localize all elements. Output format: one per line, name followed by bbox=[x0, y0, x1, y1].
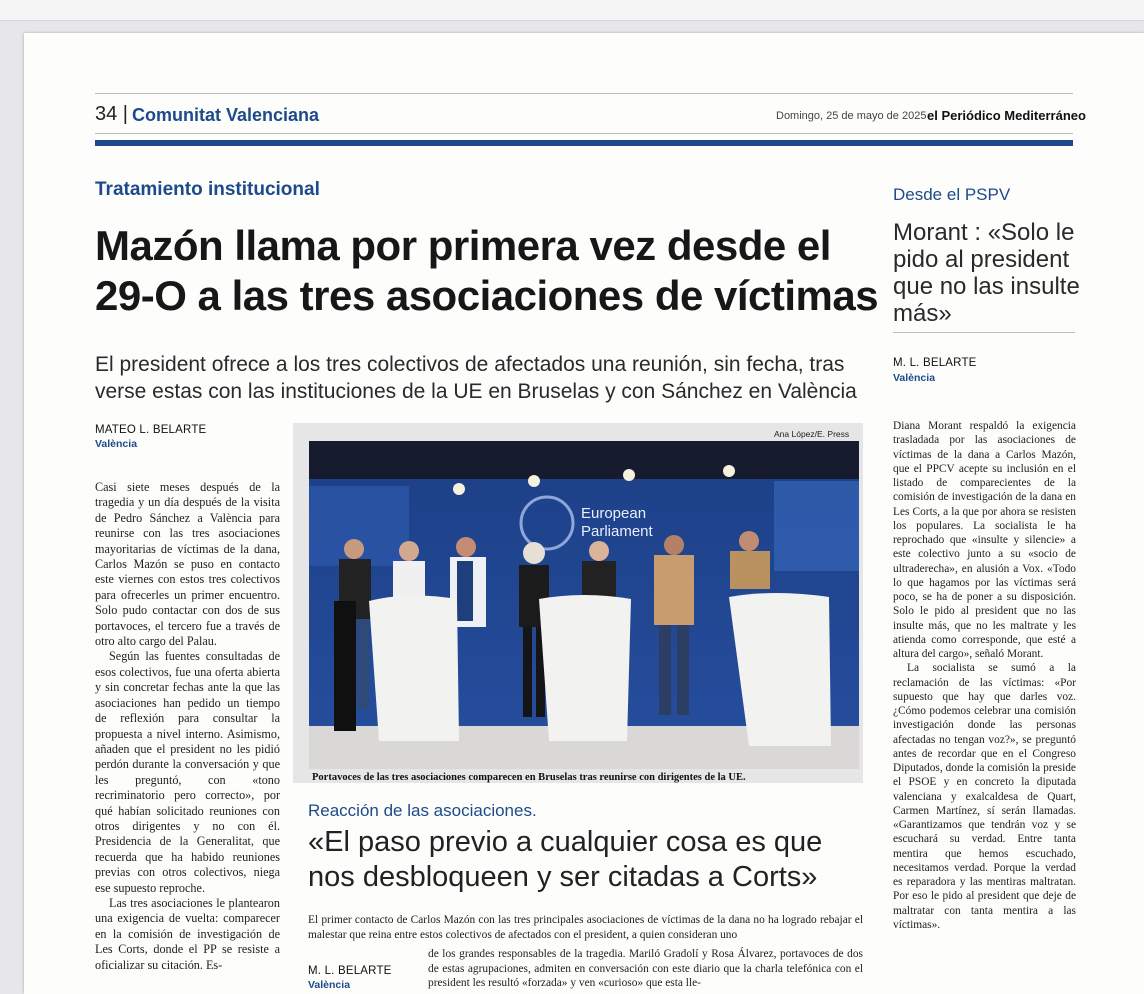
reaction-author: M. L. BELARTE bbox=[308, 965, 392, 977]
reaction-kicker: Reacción de las asociaciones. bbox=[308, 801, 537, 820]
section-name: Comunitat Valenciana bbox=[132, 105, 320, 125]
lecterns bbox=[334, 593, 831, 746]
issue-date: Domingo, 25 de mayo de 2025 bbox=[776, 110, 927, 122]
page-number: 34 | bbox=[95, 103, 128, 125]
sidebar-divider bbox=[893, 332, 1075, 333]
photo-credit: Ana López/E. Press bbox=[774, 429, 850, 439]
header-bottom-rule bbox=[95, 133, 1073, 134]
reaction-quote: «El paso previo a cualquier cosa es que nos desbloqueen y ser citadas a Corts» bbox=[308, 826, 823, 893]
article-body bbox=[95, 480, 280, 973]
backdrop-text: European bbox=[581, 505, 647, 522]
sidebar-paragraph: Diana Morant respaldó la exigencia trasladada por las asociaciones de víctimas de la dana a Carlos Mazón, que el PPCV acepte su inclusión en el listado de comparecientes de la comisión de investigación de la dana en Les Corts, a la que por ahora se resisten los populares. La socialista le ha reprochado que «insulte y silencie» a este colectivo junto a su «socio de ultraderecha», en alusión a Vox. «Todo lo que hagamos por las víctimas será poco, se ha de poner a su disposición. Solo le pido al president que no las insulte más, que no les maltrate y les atienda como corresponde, que esté a altura del cargo», señaló Morant. bbox=[893, 420, 1076, 660]
reaction-lead: El primer contacto de Carlos Mazón con las tres principales asociaciones de víctimas de la dana no ha logrado rebajar el malestar que reina entre estos colectivos de afectados con el president, a quien consideran uno bbox=[308, 914, 863, 941]
newspaper-name: el Periódico Mediterráneo bbox=[927, 108, 1086, 123]
article-headline: Mazón llama por primera vez desde el 29-O a las tres asociaciones de víctimas bbox=[95, 222, 879, 319]
reaction-continuation: de los grandes responsables de la tragedia. Mariló Gradolí y Rosa Álvarez, portavoces de dos de estas agrupaciones, admiten en conversación con este diario que la charla telefónica con el president les resultó «forzada» y ven «curioso» que esta lle- bbox=[428, 948, 863, 989]
sidebar-author: M. L. BELARTE bbox=[893, 357, 977, 369]
sidebar-kicker: Desde el PSPV bbox=[893, 185, 1011, 204]
article-paragraph: Casi siete meses después de la tragedia y un día después de la visita de Pedro Sánchez a València para reunirse con las tres asociaciones mayoritarias de víctimas de la dana, Carlos Mazón se puso en contacto este viernes con estos tres colectivos para ofrecerles un primer encuentro. Solo pudo contactar con dos de sus portavoces, el tercero fue a través de otro alto cargo del Palau. bbox=[95, 480, 280, 649]
header-top-rule bbox=[95, 93, 1073, 94]
backdrop-text: Parliament bbox=[581, 523, 653, 540]
article-kicker: Tratamiento institucional bbox=[95, 179, 320, 200]
sidebar-paragraph: La socialista se sumó a la reclamación de las víctimas: «Por supuesto que hay que darles voz. ¿Cómo podemos celebrar una comisión investigación donde las personas afectadas no tengan voz?», se preguntó antes de recordar que en el Congreso Diputados, donde la comisión la preside el PSOE y en concreto la diputada valenciana y exalcaldesa de Quart, Carmen Martínez, sí serán llamadas. «Garantizamos que tendrán voz y se escuchará su verdad. Entre tanta mentira que hemos escuchado, necesitamos verdad. Porque la verdad es reparadora y las mentiras maltratan. Por eso le pido al president que deje de maltratar con tanta mentira a las víctimas». bbox=[893, 662, 1076, 931]
press-conference-photo bbox=[309, 441, 859, 769]
sidebar-city: València bbox=[893, 372, 936, 384]
newspaper-page bbox=[24, 33, 1144, 994]
viewer-toolbar bbox=[0, 0, 1144, 21]
article-paragraph: Según las fuentes consultadas de esos colectivos, fue una oferta abierta y sin concretar fechas ante la que las asociaciones han pedido un tiempo de reflexión para consultar la propuesta a nivel interno. Asimismo, añaden que el president no les pidió perdón durante la conversación y que les preguntó, con «tono recriminatorio pero correcto», por qué habían solicitado reuniones con otros dirigentes y no con él. Presidencia de la Generalitat, que recuerda que ha habido reuniones previas con otros colectivos, niega ese supuesto reproche. bbox=[95, 649, 280, 895]
article-subhead: El president ofrece a los tres colectivos de afectados una reunión, sin fecha, tras verse estas con las instituciones de la UE en Bruselas y con Sánchez en València bbox=[95, 353, 857, 403]
article-paragraph: Las tres asociaciones le plantearon una exigencia de vuelta: comparecer en la comisión de investigación de Les Corts, donde el PP se resiste a oficializar su citación. Es- bbox=[95, 895, 280, 972]
reaction-city: València bbox=[308, 979, 351, 991]
photo-caption: Portavoces de las tres asociaciones comparecen en Bruselas tras reunirse con dirigentes de la UE. bbox=[312, 772, 746, 783]
sidebar-title: Morant : «Solo le pido al president que no las insulte más» bbox=[893, 219, 1080, 327]
sidebar-body bbox=[893, 419, 1076, 932]
article-author: MATEO L. BELARTE bbox=[95, 424, 207, 436]
article-city: València bbox=[95, 438, 138, 450]
header-blue-bar bbox=[95, 140, 1073, 146]
